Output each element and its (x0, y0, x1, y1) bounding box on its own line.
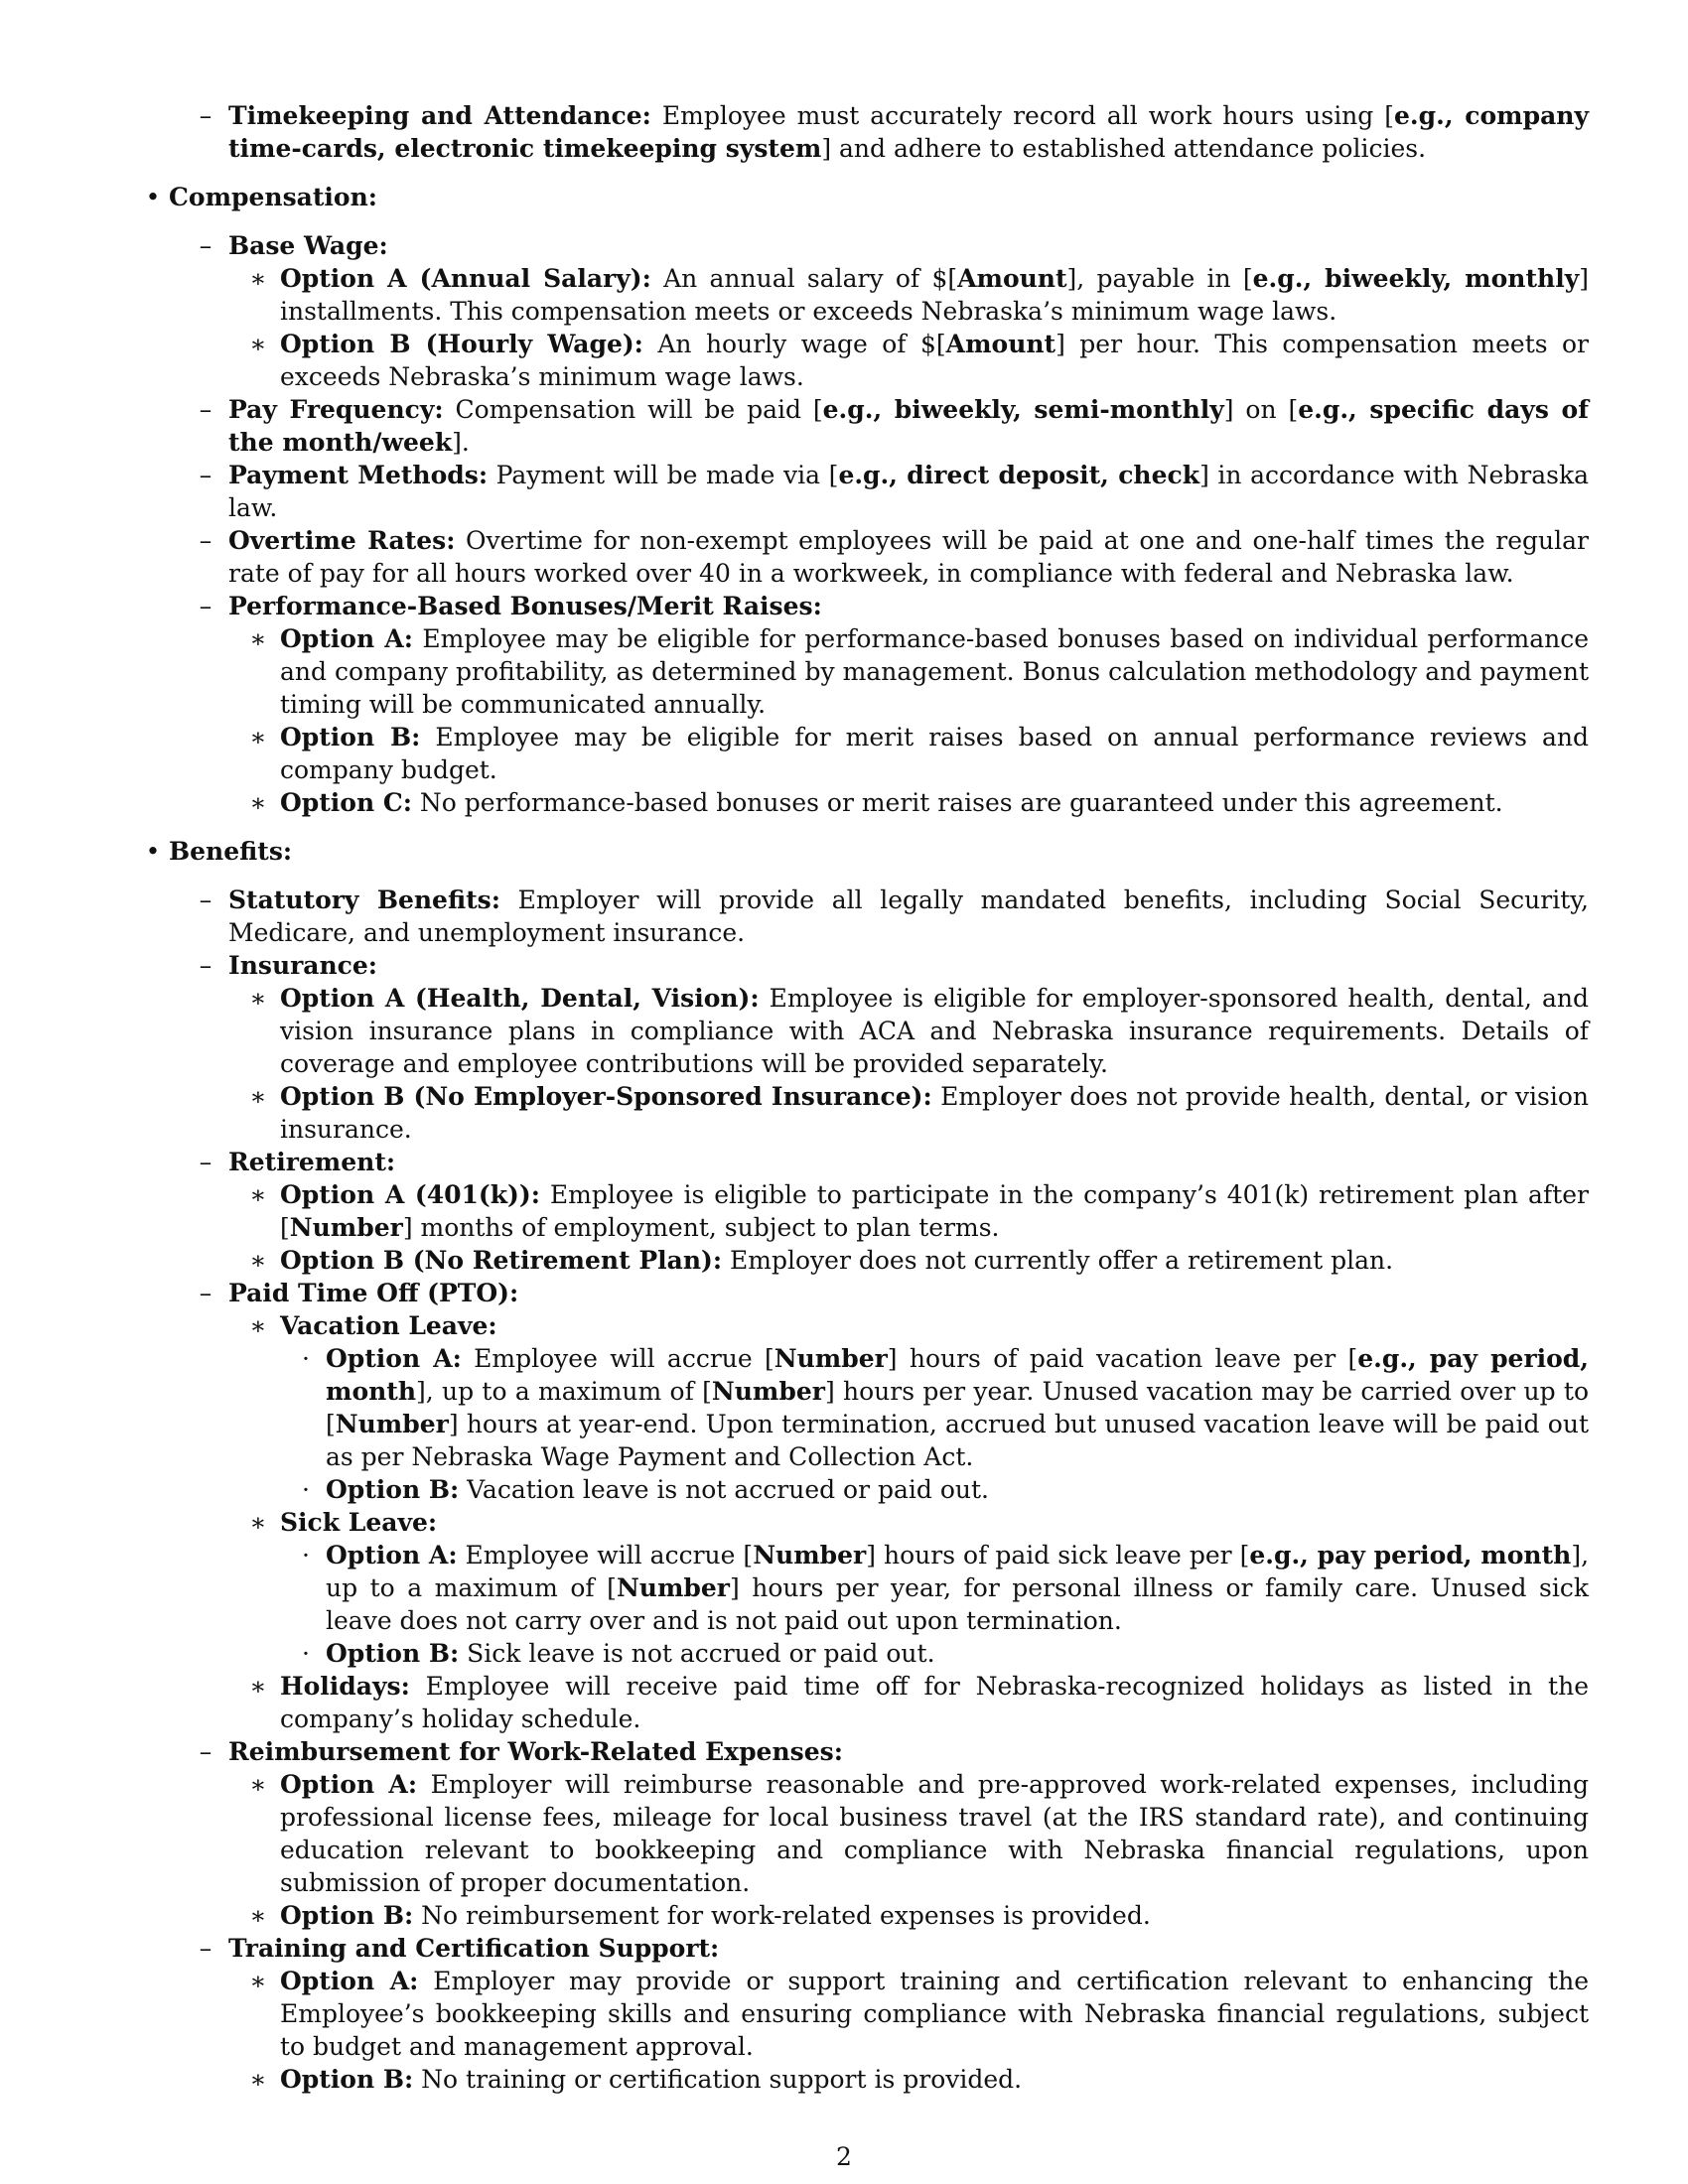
list-item-text (326, 1539, 1589, 1637)
list-item-vacation-b (137, 1473, 1589, 1506)
list-item-title: Timekeeping and Attendance: (228, 101, 651, 130)
list-item-reimbursement-a (137, 1768, 1589, 1899)
list-item-body: Employee may be eligible for merit raises based on annual performance reviews and company budget. (280, 723, 1590, 784)
list-marker-asterisk: ∗ (249, 723, 267, 751)
list-item-body: An hourly wage of $[Amount] per hour. This compensation meets or exceeds Nebraska’s minimum wage laws. (280, 330, 1590, 391)
list-item-bonuses-c (137, 786, 1589, 819)
list-item-text (228, 1932, 1589, 1965)
list-item-title: Option B (Hourly Wage): (280, 330, 643, 358)
list-item-title: Training and Certification Support: (228, 1934, 720, 1963)
list-item-title: Option A (Annual Salary): (280, 264, 651, 293)
list-item-title: Reimbursement for Work-Related Expenses: (228, 1737, 843, 1766)
list-item-body: Employer will provide all legally mandated benefits, including Social Security, Medicare, and unemployment insurance. (228, 886, 1589, 947)
list-marker-asterisk: ∗ (249, 984, 267, 1013)
list-item-text (228, 99, 1589, 165)
list-item-bonuses-a (137, 622, 1589, 721)
list-item-title: Retirement: (228, 1148, 396, 1176)
list-marker-asterisk: ∗ (249, 1082, 267, 1111)
list-item-body: No training or certification support is provided. (413, 2065, 1023, 2094)
list-item-title: Option B (No Employer-Sponsored Insurance): (280, 1082, 932, 1111)
list-item-title: Sick Leave: (280, 1508, 438, 1537)
list-marker-asterisk: ∗ (249, 1901, 267, 1930)
list-item-title: Benefits: (169, 837, 293, 866)
list-item-title: Option B: (280, 723, 421, 751)
list-item-title: Performance-Based Bonuses/Merit Raises: (228, 592, 822, 620)
list-item-text (280, 1244, 1589, 1277)
document-body (137, 99, 1589, 2096)
list-item-text (228, 884, 1589, 949)
list-item-text (228, 393, 1589, 459)
list-item-bonuses (137, 590, 1589, 622)
list-item-title: Payment Methods: (228, 461, 489, 489)
list-item-title: Option C: (280, 788, 412, 817)
list-marker-dot: · (302, 1541, 310, 1570)
list-item-title: Statutory Benefits: (228, 886, 500, 914)
list-marker-dash: – (199, 461, 212, 489)
list-marker-bullet: • (145, 183, 161, 211)
list-marker-dash: – (199, 526, 212, 555)
list-item-text (280, 1899, 1589, 1932)
list-item-bonuses-b (137, 721, 1589, 786)
list-item-text (280, 1768, 1589, 1899)
list-item-title: Pay Frequency: (228, 395, 444, 424)
list-marker-dash: – (199, 951, 212, 980)
list-marker-dot: · (302, 1475, 310, 1504)
list-item-text (228, 590, 1589, 622)
list-marker-asterisk: ∗ (249, 2065, 267, 2094)
list-marker-dash: – (199, 1148, 212, 1176)
list-item-sick (137, 1506, 1589, 1539)
list-item-body: Employee is eligible for employer-sponsored health, dental, and vision insurance plans in compliance with ACA and Nebraska insurance requirements. Details of coverage and employee contributions will be provided separately. (280, 984, 1589, 1078)
list-item-text (280, 1506, 1589, 1539)
list-marker-asterisk: ∗ (249, 1770, 267, 1799)
list-item-body: Employer may provide or support training and certification relevant to enhancing the Employee’s bookkeeping skills and ensuring compliance with Nebraska financial regulations, subject to budget and management approval. (280, 1967, 1589, 2061)
page-number: 2 (836, 2142, 852, 2171)
list-item-timekeeping (137, 99, 1589, 165)
list-item-pay-frequency (137, 393, 1589, 459)
list-item-body: Employer does not provide health, dental, or vision insurance. (280, 1082, 1589, 1144)
list-item-body: Employee must accurately record all work hours using [e.g., company time-cards, electronic timekeeping system] and adhere to established attendance policies. (228, 101, 1590, 163)
list-item-statutory (137, 884, 1589, 949)
list-item-text (326, 1342, 1589, 1473)
list-item-text (326, 1637, 1589, 1670)
list-item-text (228, 1277, 1589, 1309)
list-item-text (228, 1735, 1589, 1768)
list-item-overtime (137, 524, 1589, 590)
list-item-text (280, 622, 1589, 721)
list-item-title: Base Wage: (228, 231, 388, 260)
list-item-body: No performance-based bonuses or merit raises are guaranteed under this agreement. (411, 788, 1503, 817)
list-item-base-wage-a (137, 262, 1589, 328)
list-item-title: Option B: (326, 1639, 460, 1668)
list-marker-asterisk: ∗ (249, 1246, 267, 1275)
list-item-body: Employer does not currently offer a retirement plan. (722, 1246, 1394, 1275)
list-item-pto (137, 1277, 1589, 1309)
list-item-title: Option B (No Retirement Plan): (280, 1246, 723, 1275)
list-item-payment-methods (137, 459, 1589, 524)
list-marker-dash: – (199, 395, 212, 424)
list-item-title: Option A: (326, 1541, 458, 1570)
list-item-title: Holidays: (280, 1672, 410, 1701)
list-item-base-wage (137, 229, 1589, 262)
list-item-text (280, 1670, 1589, 1735)
list-item-retirement-b (137, 1244, 1589, 1277)
list-item-training-a (137, 1965, 1589, 2063)
list-item-training (137, 1932, 1589, 1965)
list-item-text (280, 262, 1589, 328)
list-item-title: Insurance: (228, 951, 378, 980)
list-item-training-b (137, 2063, 1589, 2096)
list-item-text (228, 524, 1589, 590)
list-item-text (169, 181, 1589, 213)
list-marker-asterisk: ∗ (249, 1672, 267, 1701)
list-item-body: Employee will accrue [Number] hours of paid sick leave per [e.g., pay period, month], up to a maximum of [Number] hours per year, for personal illness or family care. Unused sick leave does not carry over and is not paid out upon termination. (326, 1541, 1590, 1635)
list-item-text (280, 786, 1589, 819)
list-marker-dash: – (199, 1737, 212, 1766)
list-item-text (228, 949, 1589, 982)
list-item-title: Compensation: (169, 183, 377, 211)
list-item-title: Option A: (326, 1344, 462, 1373)
list-marker-asterisk: ∗ (249, 330, 267, 358)
list-item-sick-b (137, 1637, 1589, 1670)
list-item-title: Option A: (280, 1770, 418, 1799)
list-item-body: Employee will receive paid time off for Nebraska-recognized holidays as listed in the company’s holiday schedule. (280, 1672, 1589, 1733)
list-marker-asterisk: ∗ (249, 788, 267, 817)
list-item-text (280, 2063, 1589, 2096)
list-item-title: Option A: (280, 624, 413, 653)
list-item-body: Overtime for non-exempt employees will be paid at one and one-half times the regular rate of pay for all hours worked over 40 in a workweek, in compliance with federal and Nebraska law. (228, 526, 1589, 588)
list-item-text (326, 1473, 1589, 1506)
list-item-reimbursement-b (137, 1899, 1589, 1932)
list-item-body: Employee will accrue [Number] hours of paid vacation leave per [e.g., pay period, month], up to a maximum of [Number] hours per year. Unused vacation may be carried over up to [Number] hours at year-end. Upon termination, accrued but unused vacation leave will be paid out as per Nebraska Wage Payment and Collection Act. (326, 1344, 1590, 1471)
list-item-holidays (137, 1670, 1589, 1735)
list-item-text (228, 229, 1589, 262)
list-item-retirement-a (137, 1178, 1589, 1244)
list-marker-dash: – (199, 231, 212, 260)
list-item-body: No reimbursement for work-related expenses is provided. (413, 1901, 1151, 1930)
list-item-benefits (137, 835, 1589, 868)
list-item-text (280, 328, 1589, 393)
list-item-reimbursement (137, 1735, 1589, 1768)
list-item-body: Sick leave is not accrued or paid out. (459, 1639, 935, 1668)
list-item-body: Payment will be made via [e.g., direct deposit, check] in accordance with Nebraska law. (228, 461, 1589, 522)
list-item-insurance-a (137, 982, 1589, 1080)
list-marker-asterisk: ∗ (249, 1508, 267, 1537)
list-marker-asterisk: ∗ (249, 264, 267, 293)
list-marker-dash: – (199, 1934, 212, 1963)
list-item-base-wage-b (137, 328, 1589, 393)
list-marker-asterisk: ∗ (249, 1967, 267, 1995)
list-item-text (228, 459, 1589, 524)
list-item-text (280, 721, 1589, 786)
list-item-title: Vacation Leave: (280, 1311, 497, 1340)
list-item-text (169, 835, 1589, 868)
list-item-body: Vacation leave is not accrued or paid out. (459, 1475, 990, 1504)
list-marker-bullet: • (145, 837, 161, 866)
list-item-text (280, 982, 1589, 1080)
list-item-text (280, 1080, 1589, 1146)
list-item-insurance (137, 949, 1589, 982)
list-marker-asterisk: ∗ (249, 624, 267, 653)
list-marker-dash: – (199, 592, 212, 620)
list-item-title: Option A (401(k)): (280, 1180, 540, 1209)
list-item-title: Option B: (326, 1475, 460, 1504)
list-item-text (280, 1309, 1589, 1342)
list-item-title: Option A (Health, Dental, Vision): (280, 984, 760, 1013)
list-item-title: Option B: (280, 2065, 414, 2094)
list-item-sick-a (137, 1539, 1589, 1637)
list-marker-dash: – (199, 101, 212, 130)
list-marker-dot: · (302, 1344, 310, 1373)
list-item-text (280, 1178, 1589, 1244)
list-item-compensation (137, 181, 1589, 213)
list-item-retirement (137, 1146, 1589, 1178)
list-item-text (228, 1146, 1589, 1178)
list-item-body: An annual salary of $[Amount], payable in [e.g., biweekly, monthly] installments. This compensation meets or exceeds Nebraska’s minimum wage laws. (280, 264, 1589, 326)
list-item-body: Compensation will be paid [e.g., biweekly, semi-monthly] on [e.g., specific days of the month/week]. (228, 395, 1589, 457)
list-item-vacation (137, 1309, 1589, 1342)
list-marker-dash: – (199, 1279, 212, 1307)
list-item-text (280, 1965, 1589, 2063)
list-item-vacation-a (137, 1342, 1589, 1473)
list-marker-asterisk: ∗ (249, 1180, 267, 1209)
list-marker-asterisk: ∗ (249, 1311, 267, 1340)
list-item-title: Paid Time Off (PTO): (228, 1279, 519, 1307)
list-item-title: Overtime Rates: (228, 526, 456, 555)
list-marker-dot: · (302, 1639, 310, 1668)
list-marker-dash: – (199, 886, 212, 914)
list-item-body: Employee may be eligible for performance-based bonuses based on individual performance and company profitability, as determined by management. Bonus calculation methodology and payment timing will be communicated annually. (280, 624, 1589, 719)
list-item-body: Employer will reimburse reasonable and pre-approved work-related expenses, including professional license fees, mileage for local business travel (at the IRS standard rate), and continuing education relevant to bookkeeping and compliance with Nebraska financial regulations, upon submission of proper documentation. (280, 1770, 1590, 1897)
list-item-insurance-b (137, 1080, 1589, 1146)
list-item-body: Employee is eligible to participate in the company’s 401(k) retirement plan after [Number] months of employment, subject to plan terms. (280, 1180, 1589, 1242)
list-item-title: Option A: (280, 1967, 419, 1995)
list-item-title: Option B: (280, 1901, 414, 1930)
